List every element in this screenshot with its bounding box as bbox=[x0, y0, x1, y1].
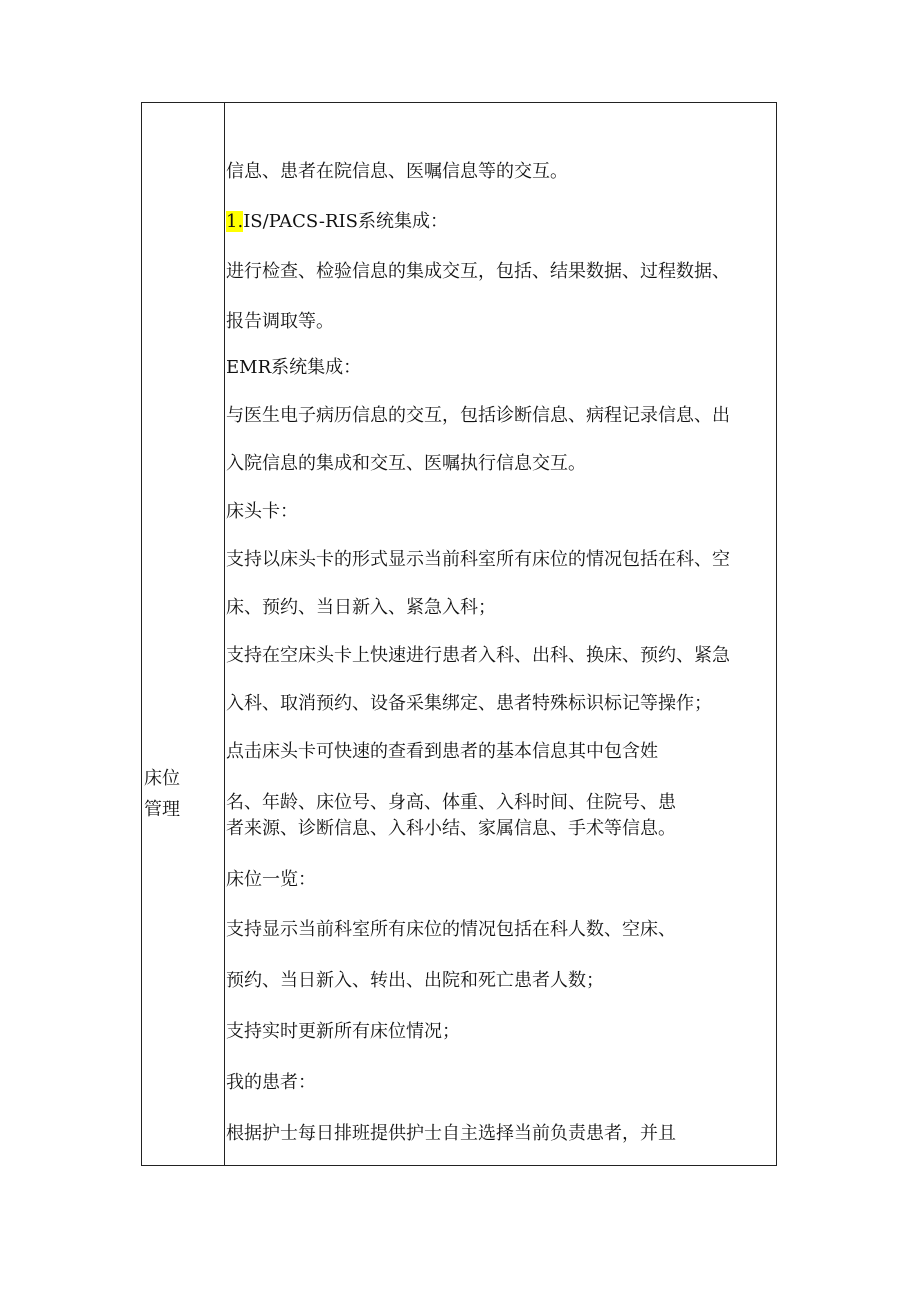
content-line: 与医生电子病历信息的交互，包括诊断信息、病程记录信息、出 bbox=[226, 405, 730, 426]
content-line: 点击床头卡可快速的查看到患者的基本信息其中包含姓 bbox=[226, 741, 658, 762]
content-line: 入院信息的集成和交互、医嘱执行信息交互。 bbox=[226, 453, 586, 474]
content-line: 报告调取等。 bbox=[226, 311, 334, 332]
content-line: 入科、取消预约、设备采集绑定、患者特殊标识标记等操作； bbox=[226, 693, 712, 714]
content-line: 者来源、诊断信息、入科小结、家属信息、手术等信息。 bbox=[226, 818, 676, 839]
content-line: 预约、当日新入、转出、出院和死亡患者人数； bbox=[226, 970, 604, 991]
category-label-line1: 床位 bbox=[144, 768, 180, 789]
content-line: 支持以床头卡的形式显示当前科室所有床位的情况包括在科、空 bbox=[226, 549, 730, 570]
content-line: 床、预约、当日新入、紧急入科； bbox=[226, 597, 496, 618]
content-heading: EMR系统集成： bbox=[226, 357, 362, 378]
content-line: 支持显示当前科室所有床位的情况包括在科人数、空床、 bbox=[226, 919, 676, 940]
content-line: 名、年龄、床位号、身高、体重、入科时间、住院号、患 bbox=[226, 792, 676, 813]
spec-table bbox=[141, 102, 777, 1166]
category-label-line2: 管理 bbox=[144, 799, 180, 820]
content-line: 支持在空床头卡上快速进行患者入科、出科、换床、预约、紧急 bbox=[226, 645, 730, 666]
content-heading: 我的患者： bbox=[226, 1072, 316, 1093]
content-heading: 床位一览： bbox=[226, 869, 316, 890]
content-heading: 床头卡： bbox=[226, 501, 298, 522]
category-cell bbox=[144, 763, 180, 825]
content-line: 进行检查、检验信息的集成交互，包括、结果数据、过程数据、 bbox=[226, 261, 730, 282]
column-divider bbox=[224, 103, 225, 1165]
content-line: 根据护士每日排班提供护士自主选择当前负责患者，并且 bbox=[226, 1123, 676, 1144]
content-line: 支持实时更新所有床位情况； bbox=[226, 1021, 460, 1042]
content-line: 信息、患者在院信息、医嘱信息等的交互。 bbox=[226, 161, 568, 182]
content-heading bbox=[226, 210, 448, 234]
heading-text: IS/PACS-RIS系统集成： bbox=[243, 211, 448, 232]
highlighted-number: 1. bbox=[226, 211, 244, 232]
